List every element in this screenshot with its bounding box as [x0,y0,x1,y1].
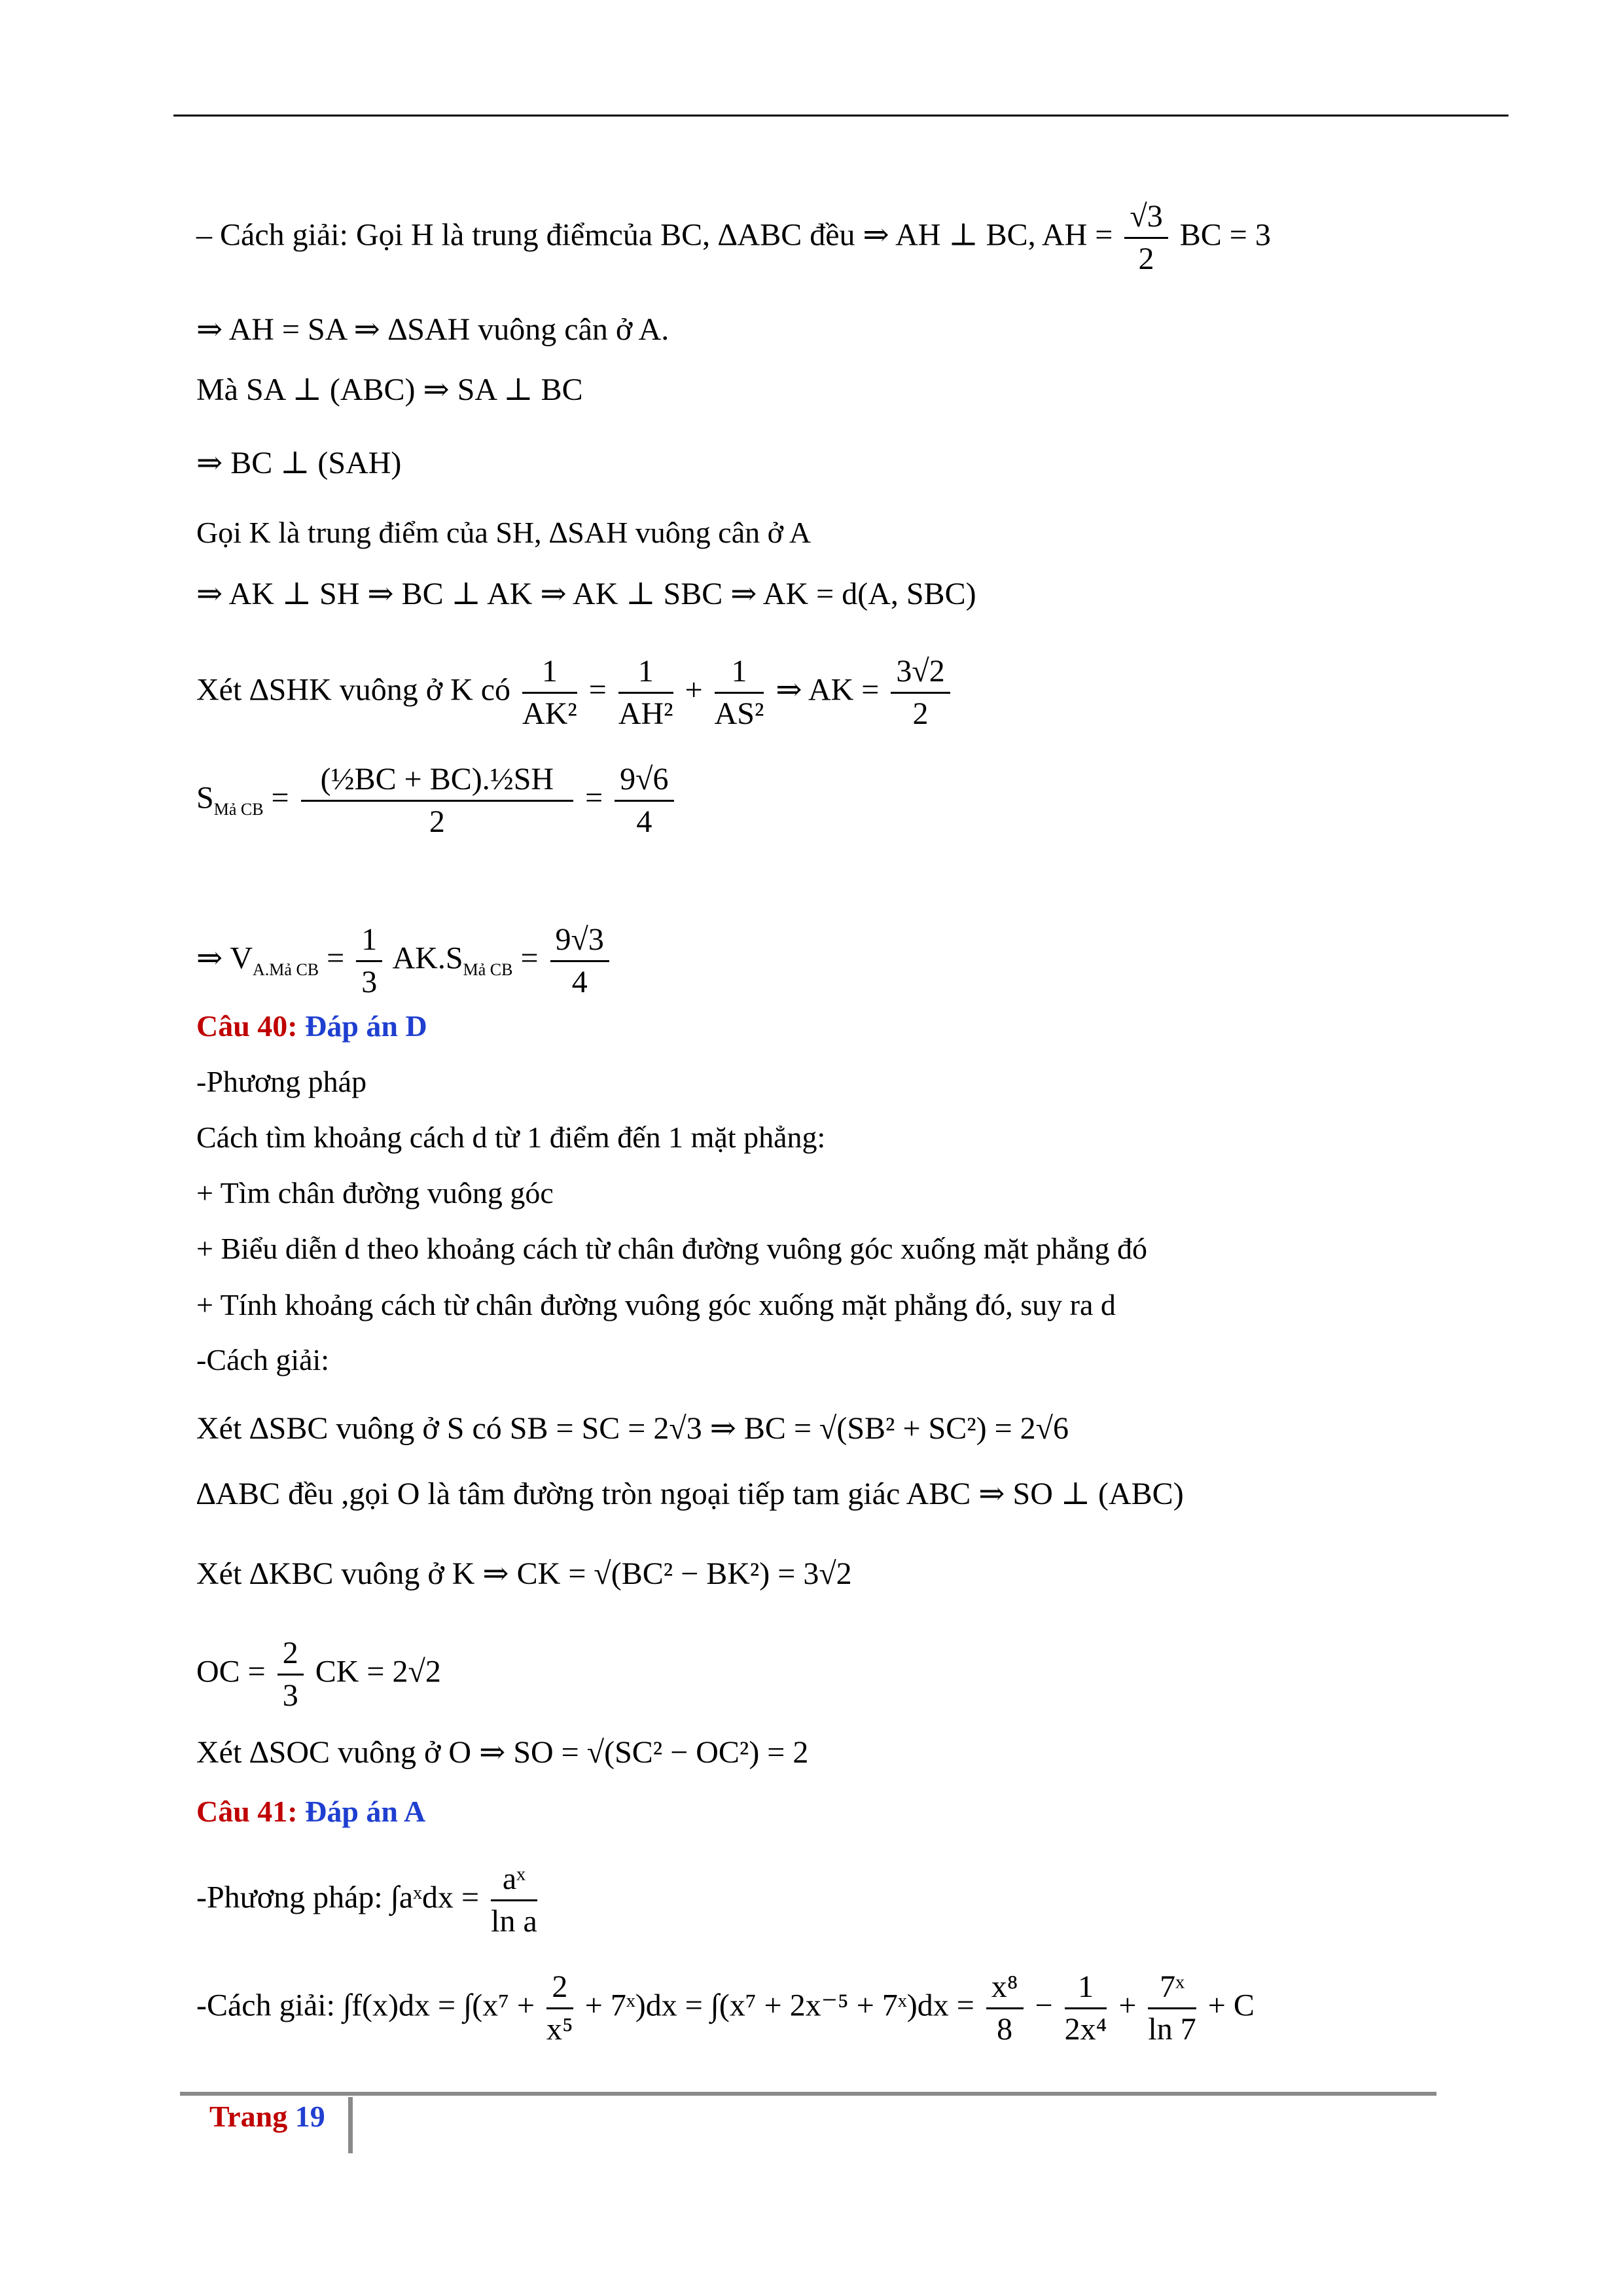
header-rule [173,115,1508,117]
method-40-line-2: Cách tìm khoảng cách d từ 1 điểm đến 1 mặt phẳng: [196,1121,826,1154]
solution-line-8: $S_{Mả CB}$ = $\frac{\text{(½BC + BC).½SH}}{2}$ = $\frac{9√6}{4}$ [196,759,678,842]
solution-line-6: ⇒ AK ⊥ SH ⇒ BC ⊥ AK ⇒ AK ⊥ SBC ⇒ AK = d(A, SBC) [196,577,976,611]
solution-line-9: ⇒ $V_{A.Mả CB}$ = $\frac{1}{3}$ $AK.S_{Mả CB}$ = $\frac{9√3}{4}$ [196,920,613,1003]
fraction: $\frac{2}{\text{x⁵}}$ [546,1967,573,2050]
method-40-line-3: + Tìm chân đường vuông góc [196,1176,554,1210]
method-41-line: -Phương pháp: ∫aˣdx = $\frac{\text{aˣ}}{\text{ln a}}$ [196,1859,541,1942]
fraction: $\frac{1}{\text{2x⁴}}$ [1065,1967,1107,2050]
fraction: $\frac{\text{7ˣ}}{\ln 7}$ [1148,1967,1196,2050]
fraction: $\frac{9√3}{4}$ [550,920,609,1003]
solution-40-line-4: OC = $\frac{2}{3}$ CK = 2√2 [196,1633,441,1716]
solution-line-2: ⇒ AH = SA ⇒ ∆SAH vuông cân ở A. [196,312,669,347]
fraction: $\frac{1}{\text{AS²}}$ [715,651,764,734]
fraction: $\frac{1}{\text{AH²}}$ [618,651,673,734]
fraction: $\frac{1}{3}$ [356,920,382,1003]
question-41-heading: Câu 41: Đáp án A [196,1795,426,1828]
solution-line-1: – Cách giải: Gọi H là trung điểmcủa BC, ∆ABC đều ⇒ AH ⊥ BC, AH = $\frac{√3}{2}$ BC = 3 [196,196,1271,279]
method-40-line-4: + Biểu diễn d theo khoảng cách từ chân đường vuông góc xuống mặt phẳng đó [196,1232,1147,1265]
solution-line-3: Mà SA ⊥ (ABC) ⇒ SA ⊥ BC [196,372,583,407]
line-text: – Cách giải: Gọi H là trung điểmcủa BC, ∆ABC đều ⇒ AH ⊥ BC, AH = [196,217,1113,253]
method-40-line-1: -Phương pháp [196,1065,367,1098]
fraction: $\frac{3√2}{2}$ [891,651,950,734]
question-40-heading: Câu 40: Đáp án D [196,1009,427,1043]
solution-40-line-5: Xét ∆SOC vuông ở O ⇒ SO = √(SC² − OC²) = 2 [196,1735,809,1770]
solution-line-7: Xét ∆SHK vuông ở K có $\frac{1}{\text{AK²}}$ = $\frac{1}{\text{AH²}}$ + $\frac{1}{\text{AS²}}$ ⇒ AK = $\frac{3√2}{2}$ [196,651,954,734]
fraction: $\frac{√3}{2}$ [1124,196,1168,279]
fraction: $\frac{\text{aˣ}}{\text{ln a}}$ [491,1859,537,1942]
solution-41-line: -Cách giải: ∫f(x)dx = ∫(x⁷ + $\frac{2}{\text{x⁵}}$ + 7ˣ)dx = ∫(x⁷ + 2x⁻⁵ + 7ˣ)dx = $\frac{\text{x⁸}}{8}$ − $\frac{1}{\text{2x⁴}}$ + $\frac{\text{7ˣ}}{\ln 7}$ + C [196,1967,1255,2050]
fraction: $\frac{1}{\text{AK²}}$ [522,651,577,734]
fraction: $\frac{9√6}{4}$ [615,759,673,842]
footer-divider [348,2097,353,2153]
fraction: $\frac{2}{3}$ [277,1633,304,1716]
footer-rule [180,2092,1436,2096]
solution-40-line-1: Xét ∆SBC vuông ở S có SB = SC = 2√3 ⇒ BC = √(SB² + SC²) = 2√6 [196,1411,1069,1446]
fraction: $\frac{\text{x⁸}}{8}$ [986,1967,1024,2050]
method-40-line-6: -Cách giải: [196,1343,330,1376]
fraction: $\frac{\text{(½BC + BC).½SH}}{2}$ [301,759,573,842]
solution-40-line-3: Xét ∆KBC vuông ở K ⇒ CK = √(BC² − BK²) = 3√2 [196,1556,852,1591]
solution-40-line-2: ∆ABC đều ,gọi O là tâm đường tròn ngoại tiếp tam giác ABC ⇒ SO ⊥ (ABC) [196,1477,1184,1511]
page-number: Trang 19 [209,2100,325,2133]
solution-line-4: ⇒ BC ⊥ (SAH) [196,446,402,480]
method-40-line-5: + Tính khoảng cách từ chân đường vuông góc xuống mặt phẳng đó, suy ra d [196,1288,1116,1321]
solution-line-5: Gọi K là trung điểm của SH, ∆SAH vuông cân ở A [196,516,812,549]
